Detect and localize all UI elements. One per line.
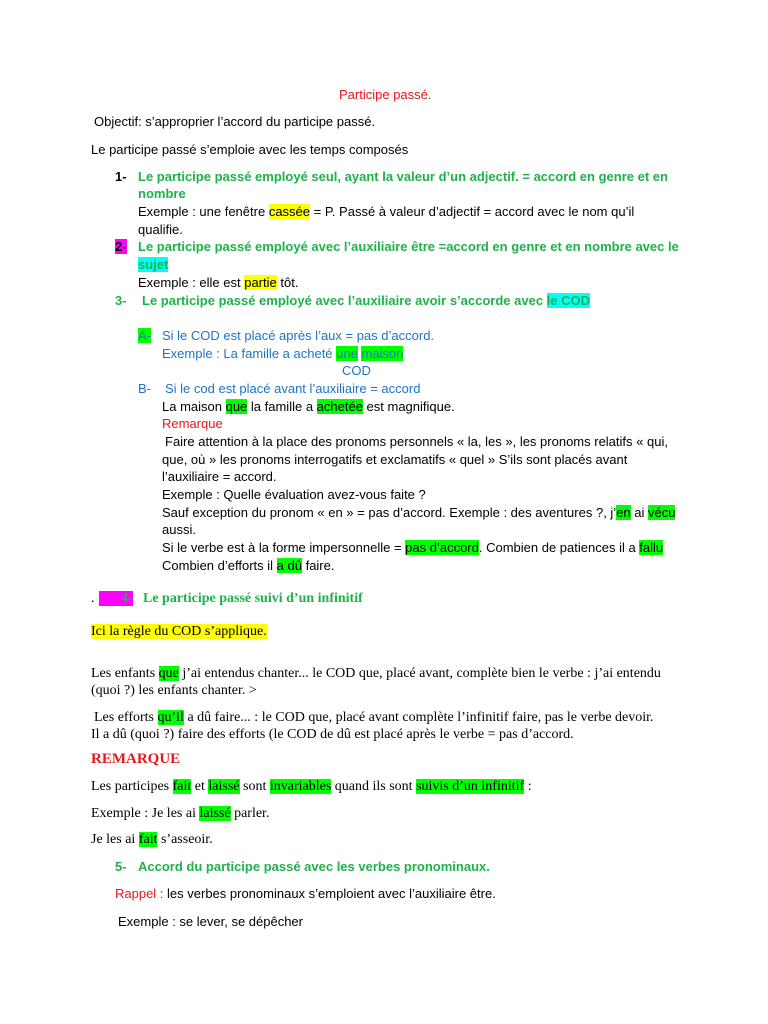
rule-1-example bbox=[138, 203, 634, 220]
highlight-achetee: achetée bbox=[316, 399, 363, 414]
highlight-que-2: que bbox=[158, 666, 179, 681]
rule-3-heading: Le participe passé employé avec l’auxiliaire avoir s’accorde avec le COD bbox=[142, 293, 591, 308]
paragraph-5: Je les ai fait s’asseoir. bbox=[91, 832, 213, 847]
objective-text: Objectif: s’approprier l’accord du participe passé. bbox=[94, 114, 376, 129]
rule-2-heading-line1: Le participe passé employé avec l’auxiliaire être =accord en genre et en nombre avec le bbox=[138, 239, 679, 254]
highlight-laisse-2: laissé bbox=[199, 806, 231, 821]
sub-a-letter: A- bbox=[138, 328, 151, 343]
highlight-fait: fait bbox=[172, 779, 192, 794]
paragraph-1-line-1: Les enfants que j’ai entendus chanter... le COD que, placé avant, complète bien le verbe : j’ai entendu bbox=[91, 666, 661, 681]
rule-1-heading-line2: nombre bbox=[138, 186, 186, 201]
remarque-line-2: que, où » les pronoms interrogatifs et exclamatifs « quel » S’ils sont placés avant bbox=[162, 452, 628, 467]
paragraph-1-line-2: (quoi ?) les enfants chanter. > bbox=[91, 683, 257, 698]
sub-a-example: Exemple : La famille a acheté une maison bbox=[162, 346, 404, 361]
highlight-vecu: vécu bbox=[648, 505, 676, 520]
highlight-suivis-dun-infinitif: suivis d’un infinitif bbox=[416, 779, 525, 794]
highlight-que: que bbox=[225, 399, 248, 414]
highlight-invariables: invariables bbox=[269, 779, 332, 794]
paragraph-2-line-2: Il a dû (quoi ?) faire des efforts (le COD de dû est placé après le verbe = pas d’accord. bbox=[91, 727, 574, 742]
highlight-en: en bbox=[616, 505, 631, 520]
rule-2-number: 2- bbox=[115, 239, 127, 254]
page-title: Participe passé. bbox=[339, 87, 432, 102]
cod-rule-text: Ici la règle du COD s’applique. bbox=[91, 624, 267, 639]
remarque-line-4: Exemple : Quelle évaluation avez-vous faite ? bbox=[162, 487, 426, 502]
rule-3-number: 3- bbox=[115, 293, 127, 308]
sub-a-text: Si le COD est placé après l’aux = pas d’accord. bbox=[162, 328, 435, 343]
rule-1-heading-line1: Le participe passé employé seul, ayant la valeur d’un adjectif. = accord en genre et en bbox=[138, 169, 668, 184]
intro-text: Le participe passé s’emploie avec les temps composés bbox=[91, 142, 409, 157]
rule-4-number: 4- bbox=[99, 590, 133, 607]
highlight-partie: partie bbox=[244, 275, 277, 290]
highlight-fait-2: fait bbox=[138, 832, 158, 847]
highlight-cassee: cassée bbox=[268, 204, 311, 219]
rule-1-example-start: Exemple : une fenêtre bbox=[138, 204, 269, 219]
rappel-label: Rappel : bbox=[115, 886, 164, 901]
paragraph-2-line-1: Les efforts qu’il a dû faire... : le COD que, placé avant complète l’infinitif faire, pas le verbe devoir. bbox=[94, 710, 654, 725]
rule-1-number: 1- bbox=[115, 169, 127, 184]
rule-4-dot: . bbox=[91, 591, 95, 606]
highlight-une: une bbox=[336, 346, 358, 361]
highlight-laisse: laissé bbox=[208, 779, 240, 794]
highlight-maison: maison bbox=[361, 346, 404, 361]
rule-5-heading: Accord du participe passé avec les verbes pronominaux. bbox=[138, 859, 490, 874]
rule-5-number: 5- bbox=[115, 859, 127, 874]
rule-4-heading: Le participe passé suivi d’un infinitif bbox=[143, 591, 363, 606]
highlight-fallu: fallu bbox=[639, 540, 664, 555]
remarque-label: Remarque bbox=[162, 416, 223, 431]
remarque-line-1: Faire attention à la place des pronoms personnels « la, les », les pronoms relatifs « qui, bbox=[165, 434, 668, 449]
last-example: Exemple : se lever, se dépêcher bbox=[118, 914, 303, 929]
rule-2-heading-line2: sujet bbox=[138, 257, 169, 272]
highlight-quil: qu’il bbox=[157, 710, 184, 725]
remarque-line-3: l’auxiliaire = accord. bbox=[162, 469, 277, 484]
remarque-line-5: Sauf exception du pronom « en » = pas d’accord. Exemple : des aventures ?, j’en ai vécu bbox=[162, 505, 676, 520]
paragraph-3: Les participes fait et laissé sont invariables quand ils sont suivis d’un infinitif : bbox=[91, 779, 532, 794]
paragraph-4: Exemple : Je les ai laissé parler. bbox=[91, 806, 270, 821]
highlight-pas-daccord: pas d’accord bbox=[405, 540, 479, 555]
rule-1-example-end: = P. Passé à valeur d’adjectif = accord avec le nom qu’il bbox=[310, 204, 635, 219]
sub-b-example: La maison que la famille a achetée est magnifique. bbox=[162, 399, 455, 414]
cod-label: COD bbox=[342, 363, 371, 378]
sub-b-text: Si le cod est placé avant l’auxiliaire = accord bbox=[165, 381, 421, 396]
remarque-heading: REMARQUE bbox=[91, 751, 181, 767]
remarque-line-8: Combien d’efforts il a dû faire. bbox=[162, 558, 335, 573]
rule-1-example-continued: qualifie. bbox=[138, 222, 183, 237]
remarque-line-7: Si le verbe est à la forme impersonnelle = pas d’accord. Combien de patiences il a fallu bbox=[162, 540, 664, 555]
rule-2-example: Exemple : elle est partie tôt. bbox=[138, 275, 299, 290]
rappel-line: Rappel : les verbes pronominaux s’emploient avec l’auxiliaire être. bbox=[115, 886, 496, 901]
remarque-line-6: aussi. bbox=[162, 522, 196, 537]
highlight-le-cod: le COD bbox=[546, 293, 591, 308]
highlight-a-du: a dû bbox=[276, 558, 302, 573]
sub-b-letter: B- bbox=[138, 381, 151, 396]
